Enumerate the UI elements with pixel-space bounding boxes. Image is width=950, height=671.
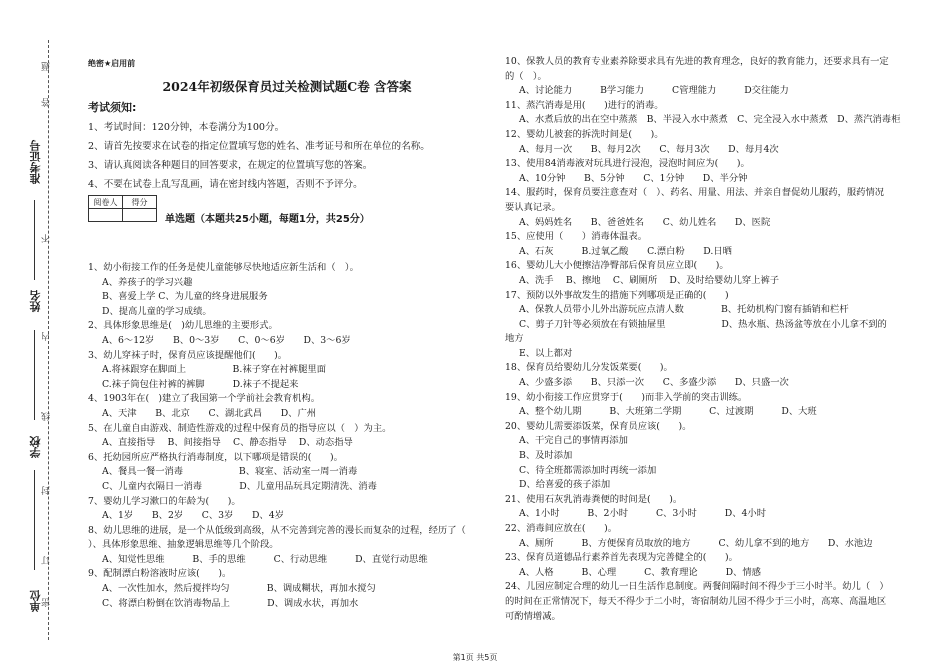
question-line: 的（ ）。 bbox=[505, 70, 547, 82]
seal-char: 内 bbox=[42, 332, 52, 341]
exam-number-blank[interactable] bbox=[34, 200, 35, 280]
question-line: A、人格 B、心理 C、教育理论 D、情感 bbox=[519, 566, 761, 578]
notice-heading: 考试须知: bbox=[88, 101, 137, 114]
question-line: A、洗手 B、擦地 C、刷厕所 D、及时给婴幼儿穿上裤子 bbox=[519, 274, 780, 286]
question-line: A.将袜跟穿在脚面上 B.袜子穿在衬裤腿里面 bbox=[102, 364, 326, 376]
question-stem: 2、具体形象思维是( )幼儿思维的主要形式。 bbox=[88, 320, 278, 332]
question-line: A、知觉性思维 B、手的思维 C、行动思维 D、直觉行动思维 bbox=[102, 553, 428, 565]
margin-label-name: 姓名 bbox=[29, 290, 42, 312]
question-line: D、给喜爱的孩子添加 bbox=[519, 479, 611, 491]
question-stem: 20、婴幼儿需要添饭菜，保育员应该( )。 bbox=[505, 420, 692, 432]
question-line: A、石灰 B.过氧乙酸 C.漂白粉 D.日晒 bbox=[519, 245, 732, 257]
question-line: A、整个幼儿期 B、大班第二学期 C、过渡期 D、大班 bbox=[519, 406, 817, 418]
question-line: ）、具体形象思维、抽象逻辑思维等几个阶段。 bbox=[88, 539, 279, 551]
seal-char: 封 bbox=[42, 486, 52, 495]
question-line: D、提高儿童的学习成绩。 bbox=[102, 305, 212, 317]
question-line: A、水煮后放的出在空中蒸蒸 B、半浸入水中蒸煮 C、完全浸入水中蒸煮 D、蒸汽消毒柜 bbox=[519, 114, 901, 126]
question-stem: 9、配制漂白粉溶液时应该( )。 bbox=[88, 568, 232, 580]
question-stem: 12、婴幼儿被套的拆洗时间是( )。 bbox=[505, 128, 664, 140]
question-stem: 23、保育员道德品行素养首先表现为完善健全的( )。 bbox=[505, 552, 738, 564]
question-stem: 17、预防以外事故发生的措施下列哪项是正确的( ) bbox=[505, 289, 729, 301]
seal-char: 线 bbox=[42, 412, 52, 421]
question-stem: 19、幼小衔接工作应贯穿于( )而非入学前的突击训练。 bbox=[505, 391, 748, 403]
notice-list bbox=[88, 118, 486, 194]
question-line: B、喜爱上学 C、为儿童的终身进展服务 bbox=[102, 291, 268, 303]
question-line: 的时间在正常情况下，每天不得少于二小时，寄宿制幼儿园不得少于三小时，高寒、高温地区 bbox=[505, 595, 887, 607]
margin-label-exam-number: 准考证号 bbox=[29, 140, 42, 184]
notice-item: 2、请首先按要求在试卷的指定位置填写您的姓名、准考证号和所在单位的名称。 bbox=[88, 141, 430, 152]
question-stem: 11、蒸汽消毒是用( )进行的消毒。 bbox=[505, 99, 664, 111]
score-box-score-cell[interactable] bbox=[123, 209, 157, 222]
question-line: A、一次性加水，然后搅拌均匀 B、调成糊状，再加水搅匀 bbox=[102, 583, 376, 595]
question-line: C、剪子刀针等必须放在有锁抽屉里 D、热水瓶、热汤盆等放在小儿拿不到的 bbox=[519, 318, 887, 330]
question-stem: 16、婴幼儿大小便擦洁净臀部后保育员应立即( )。 bbox=[505, 260, 729, 272]
question-line: A、干完自己的事情再添加 bbox=[519, 435, 628, 447]
question-stem: 18、保育员给婴幼儿分发饭菜要( )。 bbox=[505, 362, 673, 374]
seal-char: 题 bbox=[42, 62, 52, 71]
school-blank[interactable] bbox=[34, 470, 35, 570]
question-line: C、将漂白粉倒在饮消毒物品上 D、调成水状，再加水 bbox=[102, 597, 359, 609]
question-stem: 6、托幼园所应严格执行消毒制度，以下哪项是错误的( )。 bbox=[88, 451, 343, 463]
question-line: A、养孩子的学习兴趣 bbox=[102, 276, 193, 288]
question-stem: 14、服药时，保育员要注意查对（ ）、药名、用量、用法、并亲自督促幼儿服药，服药情况 bbox=[505, 187, 885, 199]
binding-margin bbox=[0, 0, 62, 671]
question-line: A、每月一次 B、每月2次 C、每月3次 D、每月4次 bbox=[519, 143, 779, 155]
question-stem: 1、幼小衔接工作的任务是使儿童能够尽快地适应新生活和（ ）。 bbox=[88, 262, 359, 273]
question-line: A、10分钟 B、5分钟 C、1分钟 D、半分钟 bbox=[519, 172, 748, 184]
question-line: B、及时添加 bbox=[519, 450, 573, 462]
question-stem: 24、儿园应制定合理的幼儿一日生活作息制度。两餐间隔时间不得少于三小时半。幼儿（ ） bbox=[505, 581, 889, 593]
notice-item: 1、考试时间：120分钟，本卷满分为100分。 bbox=[88, 122, 285, 133]
question-line: A、1小时 B、2小时 C、3小时 D、4小时 bbox=[519, 508, 767, 520]
score-box-grader-label: 阅卷人 bbox=[89, 196, 123, 209]
left-question-column bbox=[88, 261, 488, 611]
question-stem: 3、幼儿穿袜子时，保育员应该提醒他们( )。 bbox=[88, 349, 288, 361]
question-line: C、儿童内衣隔日一消毒 D、儿童用品玩具定期清洗、消毒 bbox=[102, 480, 377, 492]
score-box-grader-cell[interactable] bbox=[89, 209, 123, 222]
question-line: C、待全班都需添加时再统一添加 bbox=[519, 464, 657, 476]
question-stem: 8、幼儿思维的进展，是一个从低级到高级，从不完善到完善的漫长而复杂的过程，经历了（ bbox=[88, 524, 466, 536]
seal-char: 密 bbox=[42, 598, 52, 607]
top-secret-label: 绝密★启用前 bbox=[88, 59, 136, 68]
question-line: 要认真记录。 bbox=[505, 201, 561, 213]
question-line: E、以上都对 bbox=[519, 347, 573, 359]
question-stem: 10、保教人员的教育专业素养除要求具有先进的教育理念，良好的教育能力，还要求具有一定 bbox=[505, 56, 889, 67]
question-line: A、1岁 B、2岁 C、3岁 D、4岁 bbox=[102, 510, 284, 522]
question-line: 地方 bbox=[505, 333, 524, 345]
question-stem: 21、使用石灰乳消毒粪便的时间是( )。 bbox=[505, 493, 683, 505]
notice-item: 4、不要在试卷上乱写乱画，请在密封线内答题，否则不予评分。 bbox=[88, 179, 363, 190]
question-line: A、讨论能力 B学习能力 C管理能力 D交往能力 bbox=[519, 85, 789, 97]
question-stem: 4、1903年在( )建立了我国第一个学前社会教育机构。 bbox=[88, 393, 321, 405]
question-stem: 15、应使用（ ）消毒体温表。 bbox=[505, 231, 647, 243]
right-question-column bbox=[505, 55, 925, 624]
margin-label-unit: 单位 bbox=[29, 590, 42, 612]
question-line: A、直接指导 B、间接指导 C、静态指导 D、动态指导 bbox=[102, 437, 353, 449]
exam-title: 2024年初级保育员过关检测试题C卷 含答案 bbox=[162, 79, 412, 94]
question-line: A、餐具一餐一消毒 B、寝室、活动室一周一消毒 bbox=[102, 466, 358, 478]
question-line: A、天津 B、北京 C、湖北武昌 D、广州 bbox=[102, 407, 317, 419]
question-line: A、少盛多添 B、只添一次 C、多盛少添 D、只盛一次 bbox=[519, 377, 789, 389]
question-line: A、妈妈姓名 B、爸爸姓名 C、幼儿姓名 D、医院 bbox=[519, 216, 771, 228]
section-heading: 单选题（本题共25小题，每题1分，共25分） bbox=[165, 214, 370, 225]
seal-char: 订 bbox=[42, 556, 52, 565]
notice-item: 3、请认真阅读各种题目的回答要求，在规定的位置填写您的答案。 bbox=[88, 160, 373, 171]
question-stem: 5、在儿童自由游戏、制造性游戏的过程中保育员的指导应以（ ）为主。 bbox=[88, 422, 392, 434]
score-box-score-label: 得分 bbox=[123, 196, 157, 209]
question-line: A、保教人员带小儿外出游玩应点清人数 B、托幼机构门窗有插销和栏杆 bbox=[519, 304, 849, 316]
question-stem: 22、消毒间应放在( )。 bbox=[505, 523, 618, 534]
seal-char: 答 bbox=[42, 98, 52, 107]
name-blank[interactable] bbox=[34, 330, 35, 420]
page-footer: 第1页 共5页 bbox=[452, 653, 498, 662]
question-line: A、厕所 B、方便保育员取放的地方 C、幼儿拿不到的地方 D、水池边 bbox=[519, 537, 873, 549]
margin-label-school: 学校 bbox=[29, 436, 42, 458]
question-line: 可酌情增减。 bbox=[505, 610, 561, 622]
question-line: C.袜子筒包住衬裤的裤脚 D.袜子不提起来 bbox=[102, 378, 299, 390]
question-stem: 7、婴幼儿学习漱口的年龄为( )。 bbox=[88, 495, 241, 507]
question-stem: 13、使用84消毒液对玩具进行浸泡，浸泡时间应为( )。 bbox=[505, 158, 750, 170]
question-line: A、6～12岁 B、0～3岁 C、0～6岁 D、3～6岁 bbox=[102, 334, 351, 346]
score-box bbox=[88, 195, 157, 222]
seal-char: 不 bbox=[42, 234, 52, 243]
